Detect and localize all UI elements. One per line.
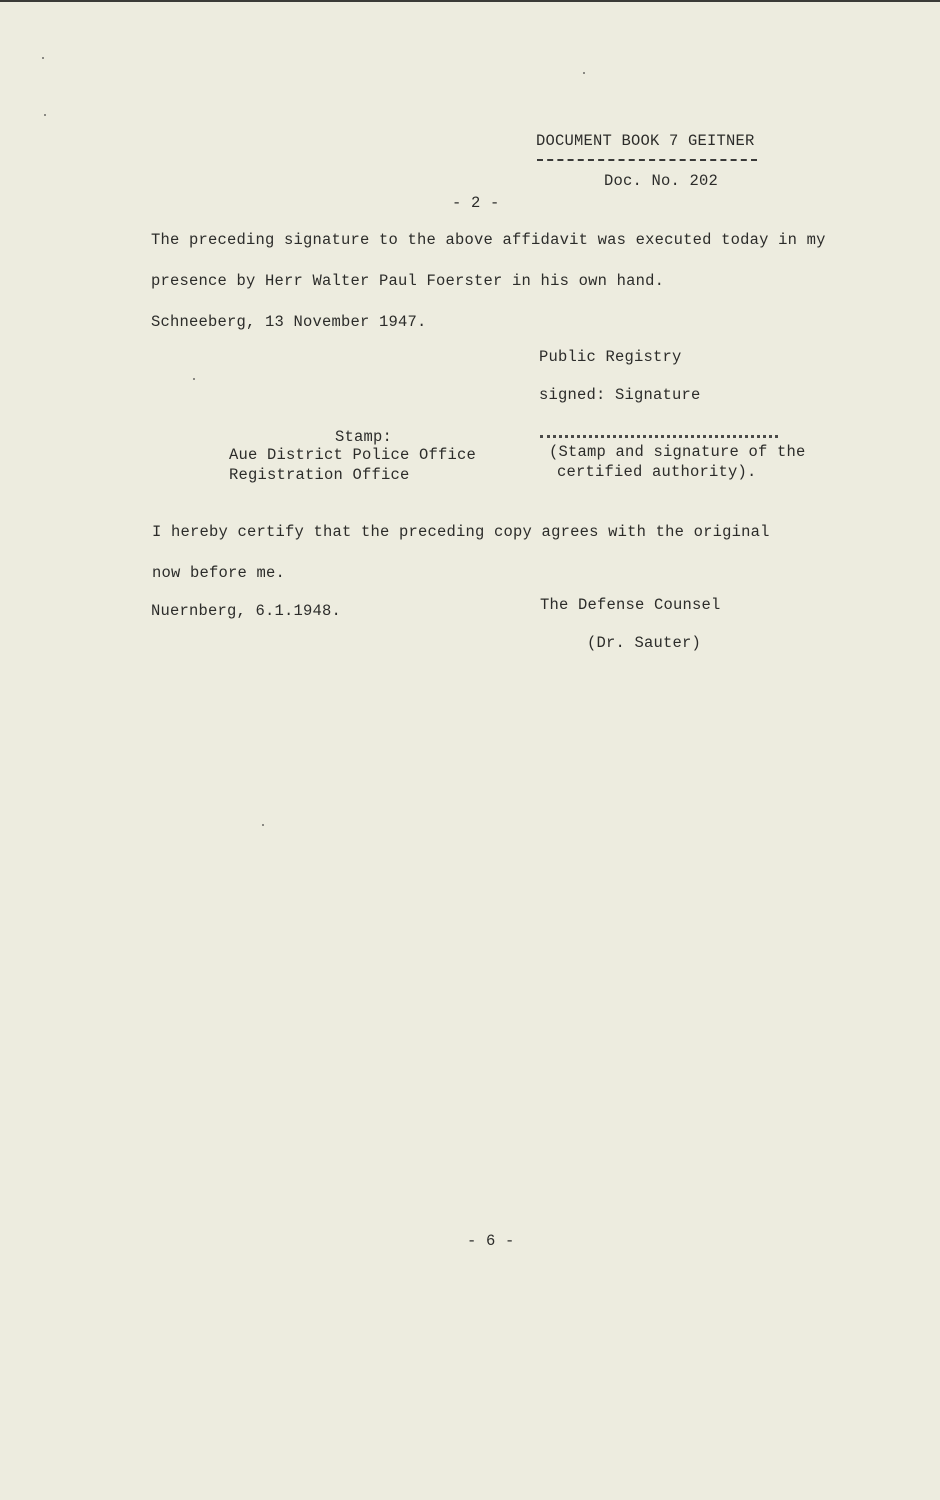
- defense-counsel-name: (Dr. Sauter): [587, 634, 702, 652]
- certification-line-1: I hereby certify that the preceding copy agrees with the original: [152, 523, 770, 541]
- stamp-line-1: Aue District Police Office: [229, 446, 477, 464]
- body-line-1: The preceding signature to the above affidavit was executed today in my: [151, 231, 826, 249]
- doc-number: Doc. No. 202: [604, 172, 719, 190]
- stamp-label: Stamp:: [335, 428, 393, 446]
- heading-underline: [537, 159, 757, 161]
- defense-counsel-title: The Defense Counsel: [540, 596, 721, 614]
- public-registry-title: Public Registry: [539, 348, 682, 366]
- page-number-top: - 2 -: [452, 194, 500, 212]
- page-number-bottom: - 6 -: [467, 1232, 515, 1250]
- body-line-2: presence by Herr Walter Paul Foerster in his own hand.: [151, 272, 665, 290]
- signed-signature: signed: Signature: [539, 386, 701, 404]
- document-book-heading: DOCUMENT BOOK 7 GEITNER: [536, 132, 755, 150]
- place-date-nuernberg: Nuernberg, 6.1.1948.: [151, 602, 342, 620]
- paper-speck: [262, 824, 264, 826]
- paper-speck: [193, 378, 195, 380]
- stamp-line-2: Registration Office: [229, 466, 410, 484]
- authority-line-2: certified authority).: [557, 463, 757, 481]
- paper-speck: [42, 57, 44, 59]
- paper-speck: [583, 72, 585, 74]
- signature-dotted-line: [540, 435, 778, 438]
- certification-line-2: now before me.: [152, 564, 286, 582]
- paper-speck: [44, 114, 46, 116]
- page-top-edge: [0, 0, 940, 2]
- place-date-schneeberg: Schneeberg, 13 November 1947.: [151, 313, 427, 331]
- authority-line-1: (Stamp and signature of the: [549, 443, 806, 461]
